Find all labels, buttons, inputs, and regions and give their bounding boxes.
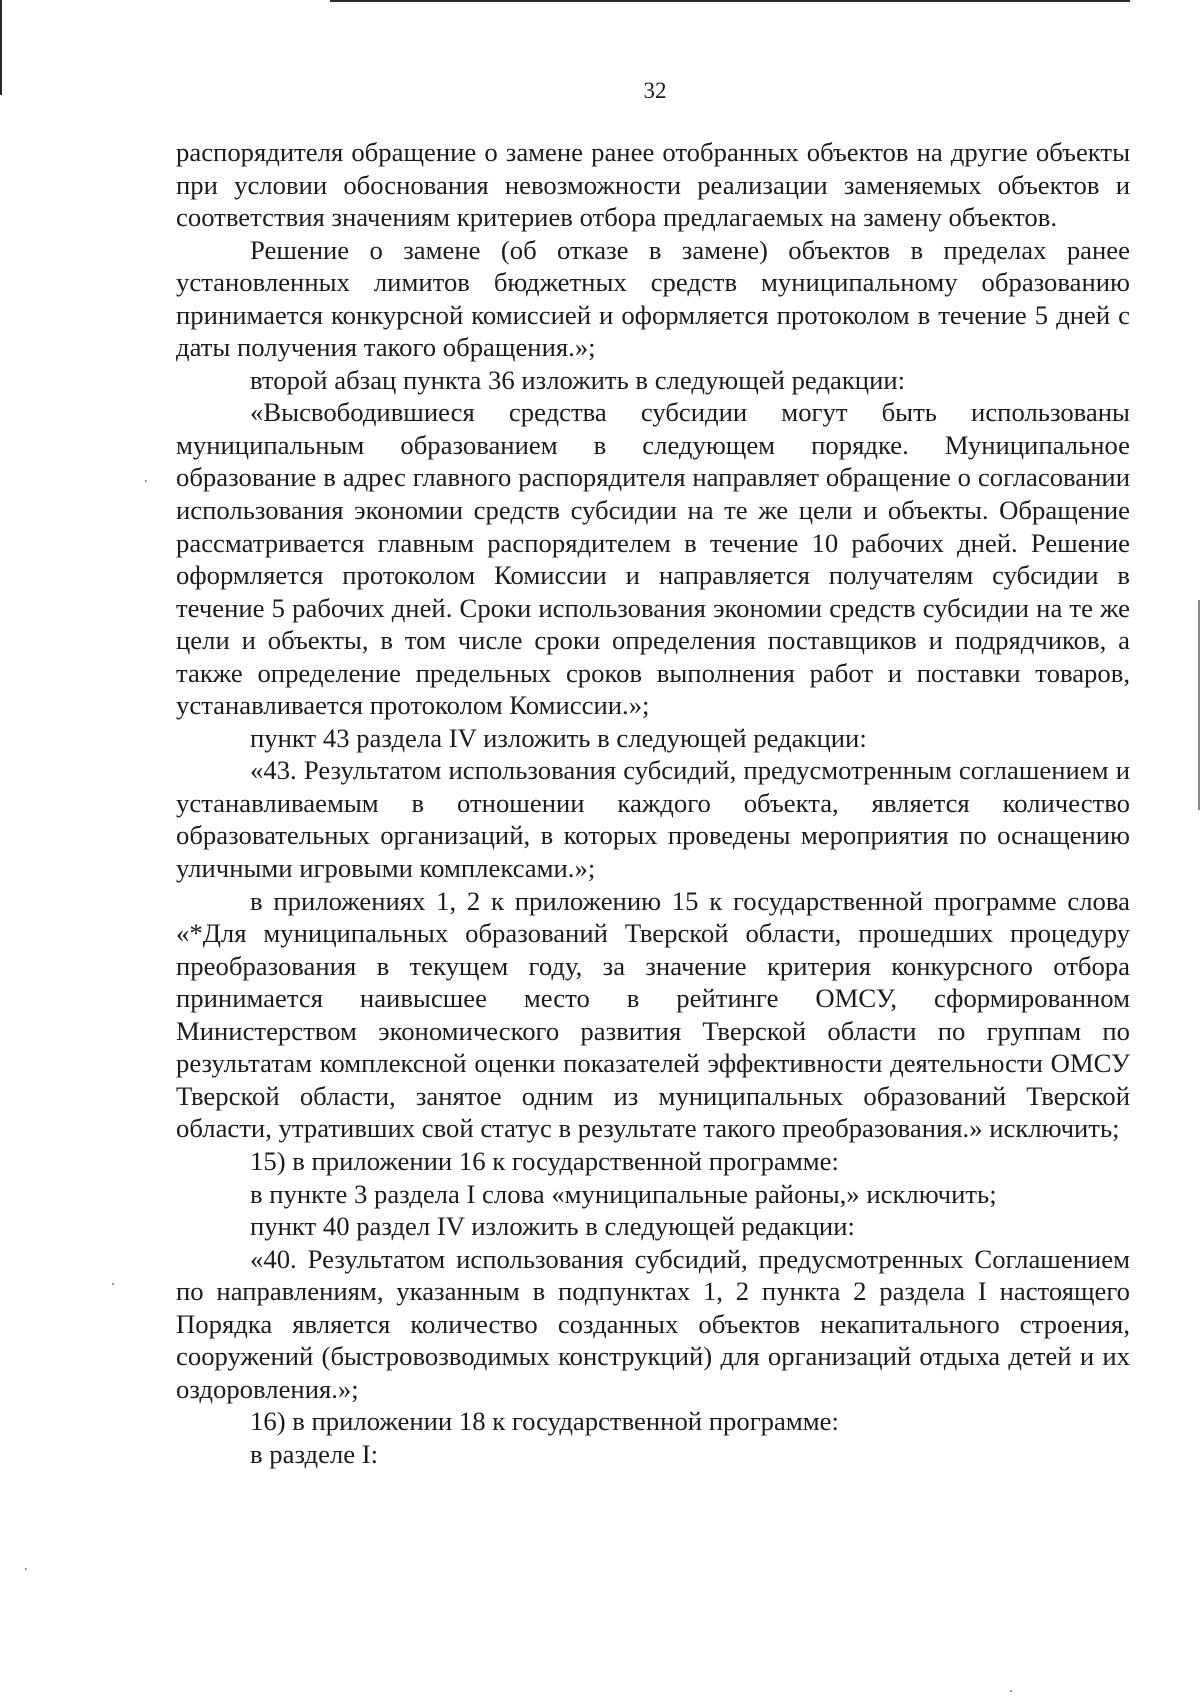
paragraph-8: 15) в приложении 16 к государственной программе:	[250, 1145, 839, 1176]
paragraph-10: пункт 40 раздел IV изложить в следующей редакции:	[250, 1211, 855, 1242]
paragraph-11: «40. Результатом использования субсидий, предусмотренных Соглашением по направлениям, указанным в подпунктах 1, 2 пункта 2 раздела I настоящего Порядка является количество созданных объектов некапитального строения, сооружений (быстровозводимых конструкций) для организаций отдыха детей и их оздоровления.»;	[176, 1243, 1130, 1404]
document-body	[176, 136, 1130, 1470]
scan-speck	[112, 1283, 114, 1285]
scan-speck	[1010, 1690, 1012, 1692]
paragraph-4: «Высвободившиеся средства субсидии могут быть использованы муниципальным образованием в следующем порядке. Муниципальное образование в адрес главного распорядителя направляет обращение о согласовании использования экономии средств субсидии на те же цели и объекты. Обращение рассматривается главным распорядителем в течение 10 рабочих дней. Решение оформляется протоколом Комиссии и направляется получателям субсидии в течение 5 рабочих дней. Сроки использования экономии средств субсидии на те же цели и объекты, в том числе сроки определения поставщиков и подрядчиков, а также определение предельных сроков выполнения работ и поставки товаров, устанавливается протоколом Комиссии.»;	[176, 397, 1130, 721]
paragraph-2: Решение о замене (об отказе в замене) объектов в пределах ранее установленных лимитов бюджетных средств муниципальному образованию принимается конкурсной комиссией и оформляется протоколом в течение 5 дней с даты получения такого обращения.»;	[176, 234, 1130, 363]
paragraph-1: распорядителя обращение о замене ранее отобранных объектов на другие объекты при условии обоснования невозможности реализации заменяемых объектов и соответствия значениям критериев отбора предлагаемых на замену объектов.	[176, 137, 1130, 233]
paragraph-3: второй абзац пункта 36 изложить в следующей редакции:	[250, 364, 906, 395]
scan-speck	[145, 480, 147, 482]
page-number: 32	[643, 78, 667, 103]
scan-speck	[25, 1568, 27, 1570]
paragraph-9: в пункте 3 раздела I слова «муниципальные районы,» исключить;	[250, 1178, 997, 1209]
paragraph-13: в разделе I:	[250, 1438, 379, 1469]
paragraph-12: 16) в приложении 18 к государственной программе:	[250, 1406, 839, 1437]
paragraph-7: в приложениях 1, 2 к приложению 15 к государственной программе слова «*Для муниципальных образований Тверской области, прошедших процедуру преобразования в текущем году, за значение критерия конкурсного отбора принимается наивысшее место в рейтинге ОМСУ, сформированном Министерством экономического развития Тверской области по группам по результатам комплексной оценки показателей эффективности деятельности ОМСУ Тверской области, занятое одним из муниципальных образований Тверской области, утративших свой статус в результате такого преобразования.» исключить;	[176, 885, 1130, 1144]
paragraph-6: «43. Результатом использования субсидий, предусмотренным соглашением и устанавливаемым в отношении каждого объекта, является количество образовательных организаций, в которых проведены мероприятия по оснащению уличными игровыми комплексами.»;	[176, 755, 1130, 884]
paragraph-5: пункт 43 раздела IV изложить в следующей редакции:	[250, 722, 867, 753]
scan-edge-top	[330, 0, 1130, 2]
